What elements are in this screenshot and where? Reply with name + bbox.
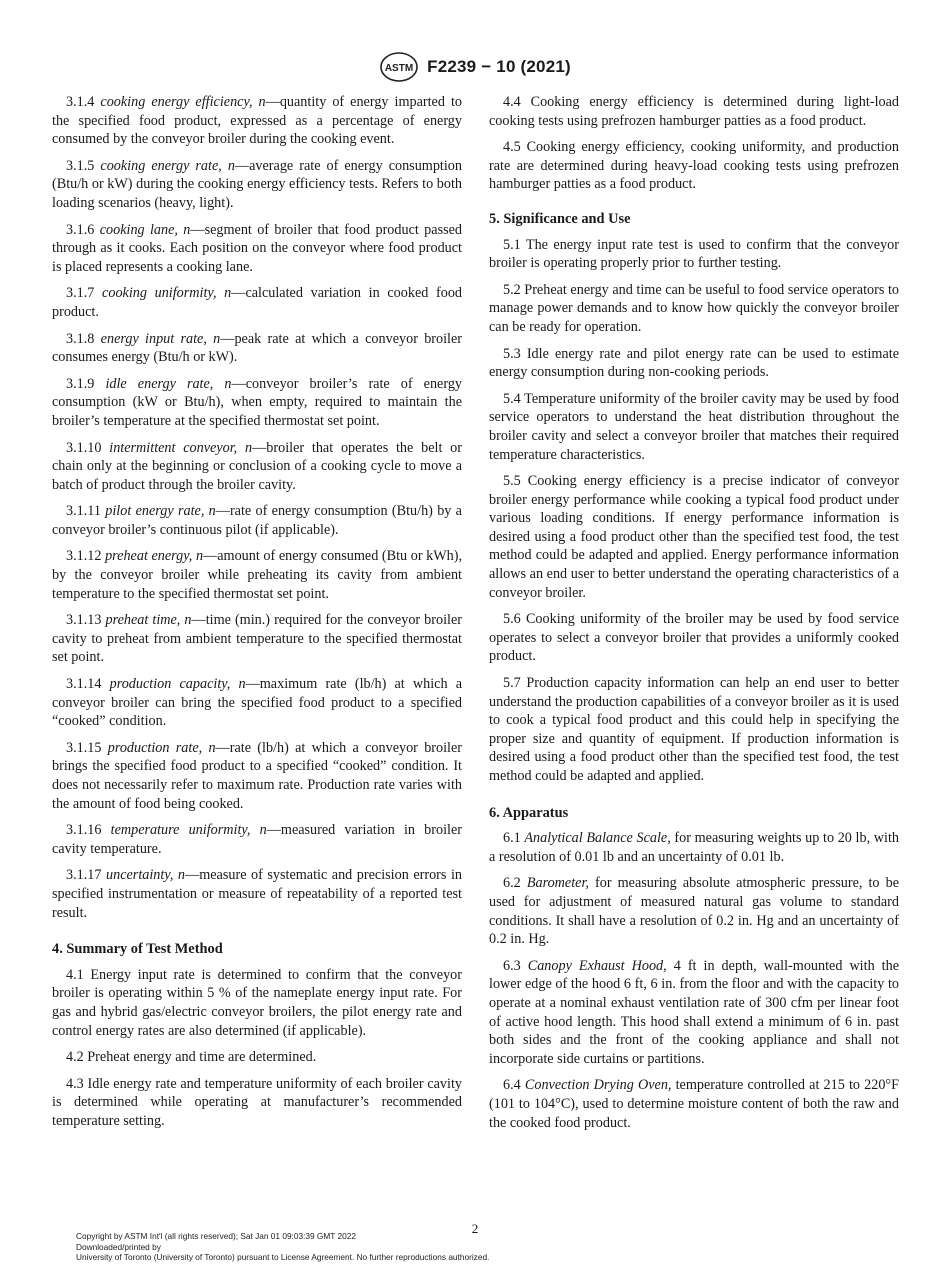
definition-3-1-10: 3.1.10 intermittent conveyor, n—broiler that operates the belt or chain only at the beginning or conclusion of a cooking cycle to move a batch of product through the broiler cavity. (52, 439, 462, 493)
logo-text: ASTM (384, 63, 414, 74)
paragraph-6-1: 6.1 Analytical Balance Scale, for measuring weights up to 20 lb, with a resolution of 0.01 lb and an uncertainty of 0.01 lb. (489, 830, 899, 865)
paragraph-4-3: 4.3 Idle energy rate and temperature uniformity of each broiler cavity is determined while operating at manufacturer’s recommended temperature setting. (52, 1075, 462, 1129)
definition-3-1-6: 3.1.6 cooking lane, n—segment of broiler that food product passed through as it cooks. Each position on the conveyor where food product is placed represents a cooking lane. (52, 221, 462, 275)
footer-download-line: Downloaded/printed by (76, 1241, 161, 1252)
paragraph-4-5: 4.5 Cooking energy efficiency, cooking uniformity, and production rate are determined during heavy-load cooking tests using prefrozen hamburger patties as a food product. (489, 139, 899, 193)
definition-3-1-4: 3.1.4 cooking energy efficiency, n—quantity of energy imparted to the specified food product, expressed as a percentage of energy consumed by the conveyor broiler during the cooking event. (52, 94, 462, 148)
paragraph-5-1: 5.1 The energy input rate test is used to confirm that the conveyor broiler is operating properly prior to further testing. (489, 236, 899, 272)
definition-3-1-8: 3.1.8 energy input rate, n—peak rate at which a conveyor broiler consumes energy (Btu/h or kW). (52, 330, 463, 366)
definition-3-1-5: 3.1.5 cooking energy rate, n—average rate of energy consumption (Btu/h or kW) during the cooking energy efficiency tests. Refers to both loading scenarios (heavy, light). (52, 157, 462, 211)
footer-license-line: University of Toronto (University of Toronto) pursuant to License Agreement. No further reproductions authorized. (76, 1252, 490, 1262)
definition-3-1-11: 3.1.11 pilot energy rate, n—rate of energy consumption (Btu/h) by a conveyor broiler’s continuous pilot (if applicable). (52, 503, 462, 538)
paragraph-4-2: 4.2 Preheat energy and time are determined. (66, 1049, 317, 1066)
paragraph-6-4: 6.4 Convection Drying Oven, temperature controlled at 215 to 220°F (101 to 104°C), used to determine moisture content of both the raw and the cooked food product. (489, 1077, 899, 1131)
definition-3-1-17: 3.1.17 uncertainty, n—measure of systematic and precision errors in specified instrumentation or measure of repeatability of a reported test result. (52, 867, 463, 921)
footer-copyright-line: Copyright by ASTM Int'l (all rights reserved); Sat Jan 01 09:03:39 GMT 2022 (76, 1231, 356, 1241)
left-column (52, 93, 462, 1139)
paragraph-4-4: 4.4 Cooking energy efficiency is determined during light-load cooking tests using prefrozen hamburger patties as a food product. (489, 94, 899, 129)
page-number: 2 (471, 1221, 479, 1236)
right-column (489, 93, 899, 1140)
definition-3-1-13: 3.1.13 preheat time, n—time (min.) required for the conveyor broiler cavity to preheat from ambient temperature to the specified thermostat set point. (52, 612, 462, 666)
page-header (0, 50, 950, 84)
copyright-footer (76, 1231, 489, 1263)
paragraph-5-4: 5.4 Temperature uniformity of the broiler cavity may be used by food service operators to understand the heat distribution throughout the broiler cavity and select a conveyor broiler that matches their required temperature characteristics. (489, 390, 899, 463)
paragraph-5-2: 5.2 Preheat energy and time can be useful to food service operators to manage power demands and to know how quickly the conveyor broiler can be ready for operation. (489, 281, 899, 335)
paragraph-6-3: 6.3 Canopy Exhaust Hood, 4 ft in depth, wall-mounted with the lower edge of the hood 6 ft, 6 in. from the floor and with the capacity to operate at a nominal exhaust ventilation rate of 300 cfm per linear foot of active hood length. This hood shall extend a minimum of 6 in. past both sides and the front of the cooking appliance and shall not incorporate side curtains or partitions. (489, 957, 900, 1067)
paragraph-5-5: 5.5 Cooking energy efficiency is a precise indicator of conveyor broiler energy performance while cooking a typical food product under various loading conditions. If energy performance information is desired using a food product other than the specified test food, the test method could be adapted and applied. Energy performance information allows an end user to better understand the operating characteristics of a conveyor broiler. (489, 473, 899, 601)
definition-3-1-14: 3.1.14 production capacity, n—maximum rate (lb/h) at which a conveyor broiler can bring the specified food product to a specified “cooked” condition. (52, 676, 463, 730)
definition-3-1-9: 3.1.9 idle energy rate, n—conveyor broiler’s rate of energy consumption (kW or Btu/h), when empty, required to maintain the broiler’s temperature at the specified thermostat set point. (52, 375, 463, 429)
section-4-heading: 4. Summary of Test Method (52, 941, 223, 958)
paragraph-6-2: 6.2 Barometer, for measuring absolute atmospheric pressure, to be used for adjustment of measured natural gas volume to standard conditions. It shall have a resolution of 0.2 in. Hg and an uncertainty of 0.2 in. Hg. (489, 875, 899, 948)
document-designation: F2239 − 10 (2021) (427, 57, 571, 76)
paragraph-4-1: 4.1 Energy input rate is determined to confirm that the conveyor broiler is operating within 5 % of the nameplate energy input rate. For gas and hybrid gas/electric conveyor broilers, the pilot energy rate and control energy rates are also determined (if applicable). (52, 966, 462, 1039)
definition-3-1-12: 3.1.12 preheat energy, n—amount of energy consumed (Btu or kWh), by the conveyor broiler while preheating its cavity from ambient temperature to the specified thermostat set point. (52, 548, 463, 602)
definition-3-1-7: 3.1.7 cooking uniformity, n—calculated variation in cooked food product. (52, 285, 463, 320)
section-6-heading: 6. Apparatus (489, 804, 569, 821)
astm-logo-icon (379, 51, 419, 83)
paragraph-5-6: 5.6 Cooking uniformity of the broiler may be used by food service operates to select a conveyor broiler that provides a uniformly cooked product. (489, 611, 899, 665)
section-5-heading: 5. Significance and Use (489, 210, 631, 227)
paragraph-5-7: 5.7 Production capacity information can help an end user to better understand the production capabilities of a conveyor broiler as it is used to cook a typical food product and this could help in specifying the proper size and quantity of equipment. If production information is desired using a food product other than the specified test food, the test method could be adapted and applied. (489, 675, 899, 784)
definition-3-1-15: 3.1.15 production rate, n—rate (lb/h) at which a conveyor broiler brings the specified food product to a specified “cooked” condition. It does not necessarily refer to maximum rate. Production rate varies with the amount of food being cooked. (52, 739, 463, 812)
definition-3-1-16: 3.1.16 temperature uniformity, n—measured variation in broiler cavity temperature. (52, 822, 462, 857)
paragraph-5-3: 5.3 Idle energy rate and pilot energy rate can be used to estimate energy consumption during non-cooking periods. (489, 345, 899, 381)
